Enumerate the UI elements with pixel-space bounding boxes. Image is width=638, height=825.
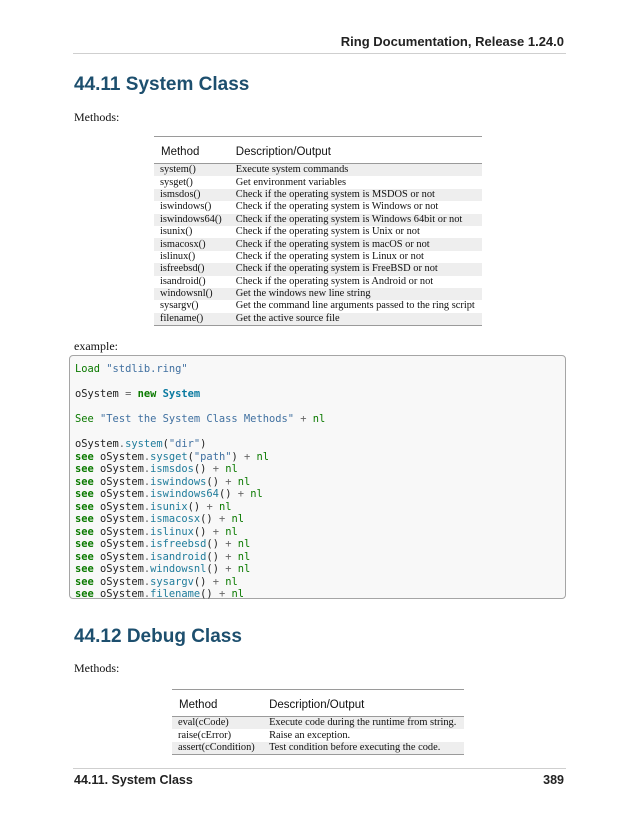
code-operator: . bbox=[143, 475, 151, 488]
code-line-see bbox=[75, 501, 560, 514]
code-keyword: nl bbox=[237, 563, 251, 575]
code-paren: ( bbox=[193, 463, 201, 475]
method-cell: eval(cCode) bbox=[172, 717, 262, 730]
code-paren: ) bbox=[206, 588, 213, 600]
footer-section-label: 44.11. System Class bbox=[74, 773, 193, 787]
code-keyword: see bbox=[75, 575, 94, 588]
description-cell: Raise an exception. bbox=[269, 729, 351, 741]
code-variable: oSystem bbox=[100, 563, 144, 575]
code-method: filename bbox=[150, 588, 201, 600]
code-line-see bbox=[75, 538, 560, 551]
section-title-system-class: 44.11 System Class bbox=[74, 74, 250, 95]
table-row bbox=[154, 189, 482, 201]
table-row bbox=[172, 742, 464, 755]
footer-divider bbox=[73, 768, 566, 769]
code-paren: ) bbox=[206, 513, 213, 525]
code-keyword: nl bbox=[225, 463, 238, 475]
code-blank-line bbox=[75, 426, 560, 439]
code-variable: oSystem bbox=[100, 475, 144, 488]
method-cell: isfreebsd() bbox=[154, 263, 229, 275]
system-methods-label: Methods: bbox=[74, 110, 120, 124]
description-cell: Check if the operating system is Windows 64bit or not bbox=[229, 214, 482, 226]
table-row bbox=[154, 226, 482, 238]
code-string: "Test the System Class Methods" bbox=[100, 413, 294, 425]
method-cell: iswindows64() bbox=[154, 214, 229, 226]
code-variable: oSystem bbox=[100, 500, 144, 513]
description-cell: Test condition before executing the code. bbox=[262, 742, 464, 755]
method-cell: sysargv() bbox=[160, 300, 199, 312]
method-cell: system() bbox=[154, 164, 229, 177]
code-paren: ) bbox=[212, 563, 219, 575]
code-paren: ) bbox=[200, 438, 207, 450]
table-row bbox=[154, 214, 482, 226]
description-cell: Get environment variables bbox=[235, 176, 346, 188]
code-keyword: see bbox=[75, 525, 94, 538]
code-variable: oSystem bbox=[100, 463, 144, 475]
code-method: ismacosx bbox=[150, 513, 201, 525]
method-cell: ismsdos() bbox=[154, 189, 229, 201]
code-string: "dir" bbox=[168, 438, 201, 450]
code-keyword: see bbox=[75, 563, 94, 575]
code-paren: ) bbox=[212, 538, 219, 550]
code-method: isandroid bbox=[150, 550, 207, 563]
running-header-title: Ring Documentation, Release 1.24.0 bbox=[340, 34, 564, 49]
code-variable: oSystem bbox=[100, 525, 144, 538]
table-row bbox=[154, 176, 482, 188]
code-operator: + bbox=[218, 513, 226, 525]
table-row bbox=[172, 717, 464, 730]
code-keyword: see bbox=[75, 475, 94, 488]
code-paren: ( bbox=[206, 538, 213, 550]
code-string: "path" bbox=[193, 450, 232, 463]
table-row bbox=[154, 251, 482, 263]
code-keyword: see bbox=[75, 538, 94, 550]
code-keyword: nl bbox=[256, 450, 270, 463]
method-cell: isunix() bbox=[160, 226, 193, 238]
code-block bbox=[69, 355, 566, 599]
table-header-row bbox=[172, 690, 464, 717]
code-line-see bbox=[75, 451, 560, 464]
table-row bbox=[154, 201, 482, 213]
code-keyword: Load bbox=[75, 363, 101, 375]
code-line-new-object bbox=[75, 388, 560, 401]
column-header-method: Method bbox=[154, 137, 229, 164]
code-paren: ) bbox=[225, 488, 232, 500]
code-operator: + bbox=[225, 538, 232, 550]
code-keyword: nl bbox=[250, 488, 263, 500]
code-keyword: nl bbox=[312, 413, 326, 425]
code-keyword: nl bbox=[237, 475, 251, 488]
code-operator: . bbox=[143, 463, 151, 475]
code-line-see bbox=[75, 563, 560, 576]
code-line-see bbox=[75, 513, 560, 526]
system-methods-table-body bbox=[154, 164, 482, 326]
code-operator: . bbox=[143, 563, 151, 575]
code-method: iswindows64 bbox=[150, 488, 219, 500]
code-keyword: nl bbox=[225, 575, 238, 588]
code-line-see bbox=[75, 588, 560, 601]
code-keyword: nl bbox=[231, 588, 244, 600]
code-paren: ) bbox=[212, 550, 219, 563]
code-operator: + bbox=[225, 475, 232, 488]
code-string: "stdlib.ring" bbox=[106, 363, 188, 375]
description-cell: Check if the operating system is macOS or not bbox=[229, 238, 482, 250]
description-cell: Execute code during the runtime from string. bbox=[262, 717, 464, 730]
page-number: 389 bbox=[543, 773, 564, 787]
code-paren: ( bbox=[187, 450, 194, 463]
description-cell: Check if the operating system is Windows or not bbox=[235, 201, 439, 213]
code-line-see bbox=[75, 551, 560, 564]
code-line-see bbox=[75, 476, 560, 489]
code-blank-line bbox=[75, 376, 560, 389]
table-row bbox=[154, 276, 482, 288]
description-cell: Check if the operating system is FreeBSD or not bbox=[229, 263, 482, 275]
method-cell: sysget() bbox=[160, 176, 193, 188]
code-method: sysargv bbox=[150, 575, 194, 588]
code-paren: ( bbox=[200, 588, 207, 600]
code-operator: + bbox=[206, 500, 213, 513]
code-operator: . bbox=[143, 575, 151, 588]
debug-methods-label: Methods: bbox=[74, 661, 120, 675]
code-keyword: see bbox=[75, 500, 94, 513]
code-operator: + bbox=[212, 575, 219, 588]
code-variable: oSystem bbox=[100, 550, 144, 563]
code-paren: ( bbox=[206, 563, 213, 575]
system-methods-table bbox=[154, 136, 482, 326]
description-cell: Check if the operating system is Linux or not bbox=[235, 250, 424, 262]
description-cell: Check if the operating system is Android or not bbox=[235, 275, 434, 287]
code-line-see bbox=[75, 488, 560, 501]
code-paren: ( bbox=[200, 513, 207, 525]
code-paren: ) bbox=[212, 475, 219, 488]
description-cell: Get the command line arguments passed to the ring script bbox=[235, 300, 475, 312]
code-line-see-title bbox=[75, 413, 560, 426]
code-operator: + bbox=[212, 525, 219, 538]
example-label: example: bbox=[74, 339, 118, 353]
code-keyword: nl bbox=[237, 538, 251, 550]
code-operator: + bbox=[300, 413, 307, 425]
table-row bbox=[154, 263, 482, 275]
code-operator: . bbox=[143, 450, 151, 463]
description-cell: Get the active source file bbox=[229, 313, 482, 326]
table-header-row bbox=[154, 137, 482, 164]
code-keyword: see bbox=[75, 550, 94, 563]
code-line-see bbox=[75, 463, 560, 476]
method-cell: windowsnl() bbox=[154, 288, 229, 300]
column-header-description: Description/Output bbox=[229, 137, 482, 164]
code-method: system bbox=[125, 438, 163, 450]
code-variable: oSystem bbox=[100, 575, 144, 588]
code-operator: . bbox=[143, 525, 151, 538]
method-cell: ismacosx() bbox=[154, 238, 229, 250]
code-line-see bbox=[75, 526, 560, 539]
code-paren: ) bbox=[200, 463, 207, 475]
description-cell: Check if the operating system is Unix or not bbox=[235, 226, 420, 238]
code-paren: ) bbox=[193, 500, 201, 513]
code-operator: . bbox=[143, 500, 151, 513]
code-see-lines bbox=[75, 451, 560, 601]
code-variable: oSystem bbox=[100, 588, 144, 600]
description-cell: Check if the operating system is MSDOS or not bbox=[229, 189, 482, 201]
code-line-system-call bbox=[75, 438, 560, 451]
code-keyword: nl bbox=[237, 550, 251, 563]
table-row bbox=[154, 238, 482, 250]
code-blank-line bbox=[75, 401, 560, 414]
code-line-load bbox=[75, 363, 560, 376]
code-operator: + bbox=[218, 588, 226, 600]
code-variable: oSystem bbox=[100, 513, 144, 525]
code-operator: . bbox=[143, 513, 151, 525]
column-header-description: Description/Output bbox=[262, 690, 464, 717]
code-paren: ( bbox=[218, 488, 226, 500]
code-method: windowsnl bbox=[150, 563, 207, 575]
code-paren: ( bbox=[193, 575, 201, 588]
code-keyword: see bbox=[75, 513, 94, 525]
code-variable: oSystem bbox=[100, 538, 144, 550]
code-keyword: nl bbox=[231, 513, 244, 525]
code-method: iswindows bbox=[150, 475, 207, 488]
code-operator: + bbox=[225, 550, 232, 563]
code-paren: ( bbox=[206, 475, 213, 488]
code-paren: ) bbox=[231, 450, 238, 463]
method-cell: assert(cCondition) bbox=[172, 742, 262, 755]
code-keyword: See bbox=[75, 413, 94, 425]
code-operator: . bbox=[143, 550, 151, 563]
method-cell: raise(cError) bbox=[178, 729, 232, 741]
table-row bbox=[172, 729, 464, 741]
code-method: isfreebsd bbox=[150, 538, 207, 550]
method-cell: filename() bbox=[154, 313, 229, 326]
code-operator: . bbox=[143, 588, 151, 600]
code-variable: oSystem bbox=[100, 450, 144, 463]
method-cell: islinux() bbox=[160, 250, 196, 262]
table-row bbox=[154, 300, 482, 312]
code-line-see bbox=[75, 576, 560, 589]
description-cell: Get the windows new line string bbox=[229, 288, 482, 300]
code-variable: oSystem bbox=[75, 438, 119, 450]
method-cell: iswindows() bbox=[160, 201, 212, 213]
code-operator: + bbox=[244, 450, 251, 463]
code-keyword: see bbox=[75, 450, 94, 463]
table-row bbox=[154, 313, 482, 326]
code-paren: ) bbox=[200, 575, 207, 588]
debug-methods-table bbox=[172, 689, 464, 755]
section-title-debug-class: 44.12 Debug Class bbox=[74, 626, 242, 647]
code-operator: . bbox=[118, 438, 126, 450]
table-row bbox=[154, 288, 482, 300]
method-cell: isandroid() bbox=[160, 275, 206, 287]
column-header-method: Method bbox=[172, 690, 262, 717]
header-divider bbox=[73, 53, 566, 54]
code-method: sysget bbox=[150, 450, 188, 463]
code-paren: ( bbox=[193, 525, 201, 538]
code-operator: + bbox=[212, 463, 219, 475]
code-variable: oSystem bbox=[75, 388, 119, 400]
code-class-name: System bbox=[162, 388, 201, 400]
description-cell: Execute system commands bbox=[229, 164, 482, 177]
code-keyword: see bbox=[75, 588, 94, 600]
code-keyword: see bbox=[75, 488, 94, 500]
code-operator: + bbox=[225, 563, 232, 575]
code-operator: = bbox=[125, 388, 132, 400]
code-paren: ) bbox=[200, 525, 207, 538]
code-method: isunix bbox=[150, 500, 188, 513]
code-keyword: see bbox=[75, 463, 94, 475]
code-method: islinux bbox=[150, 525, 194, 538]
code-paren: ( bbox=[187, 500, 194, 513]
code-method: ismsdos bbox=[150, 463, 194, 475]
code-operator: + bbox=[237, 488, 244, 500]
code-operator: . bbox=[143, 488, 151, 500]
code-operator: . bbox=[143, 538, 151, 550]
code-variable: oSystem bbox=[100, 488, 144, 500]
code-paren: ( bbox=[162, 438, 169, 450]
table-row bbox=[154, 164, 482, 177]
debug-methods-table-body bbox=[172, 717, 464, 755]
code-keyword: nl bbox=[225, 525, 238, 538]
code-paren: ( bbox=[206, 550, 213, 563]
code-keyword: nl bbox=[218, 500, 232, 513]
code-keyword: new bbox=[137, 388, 157, 400]
